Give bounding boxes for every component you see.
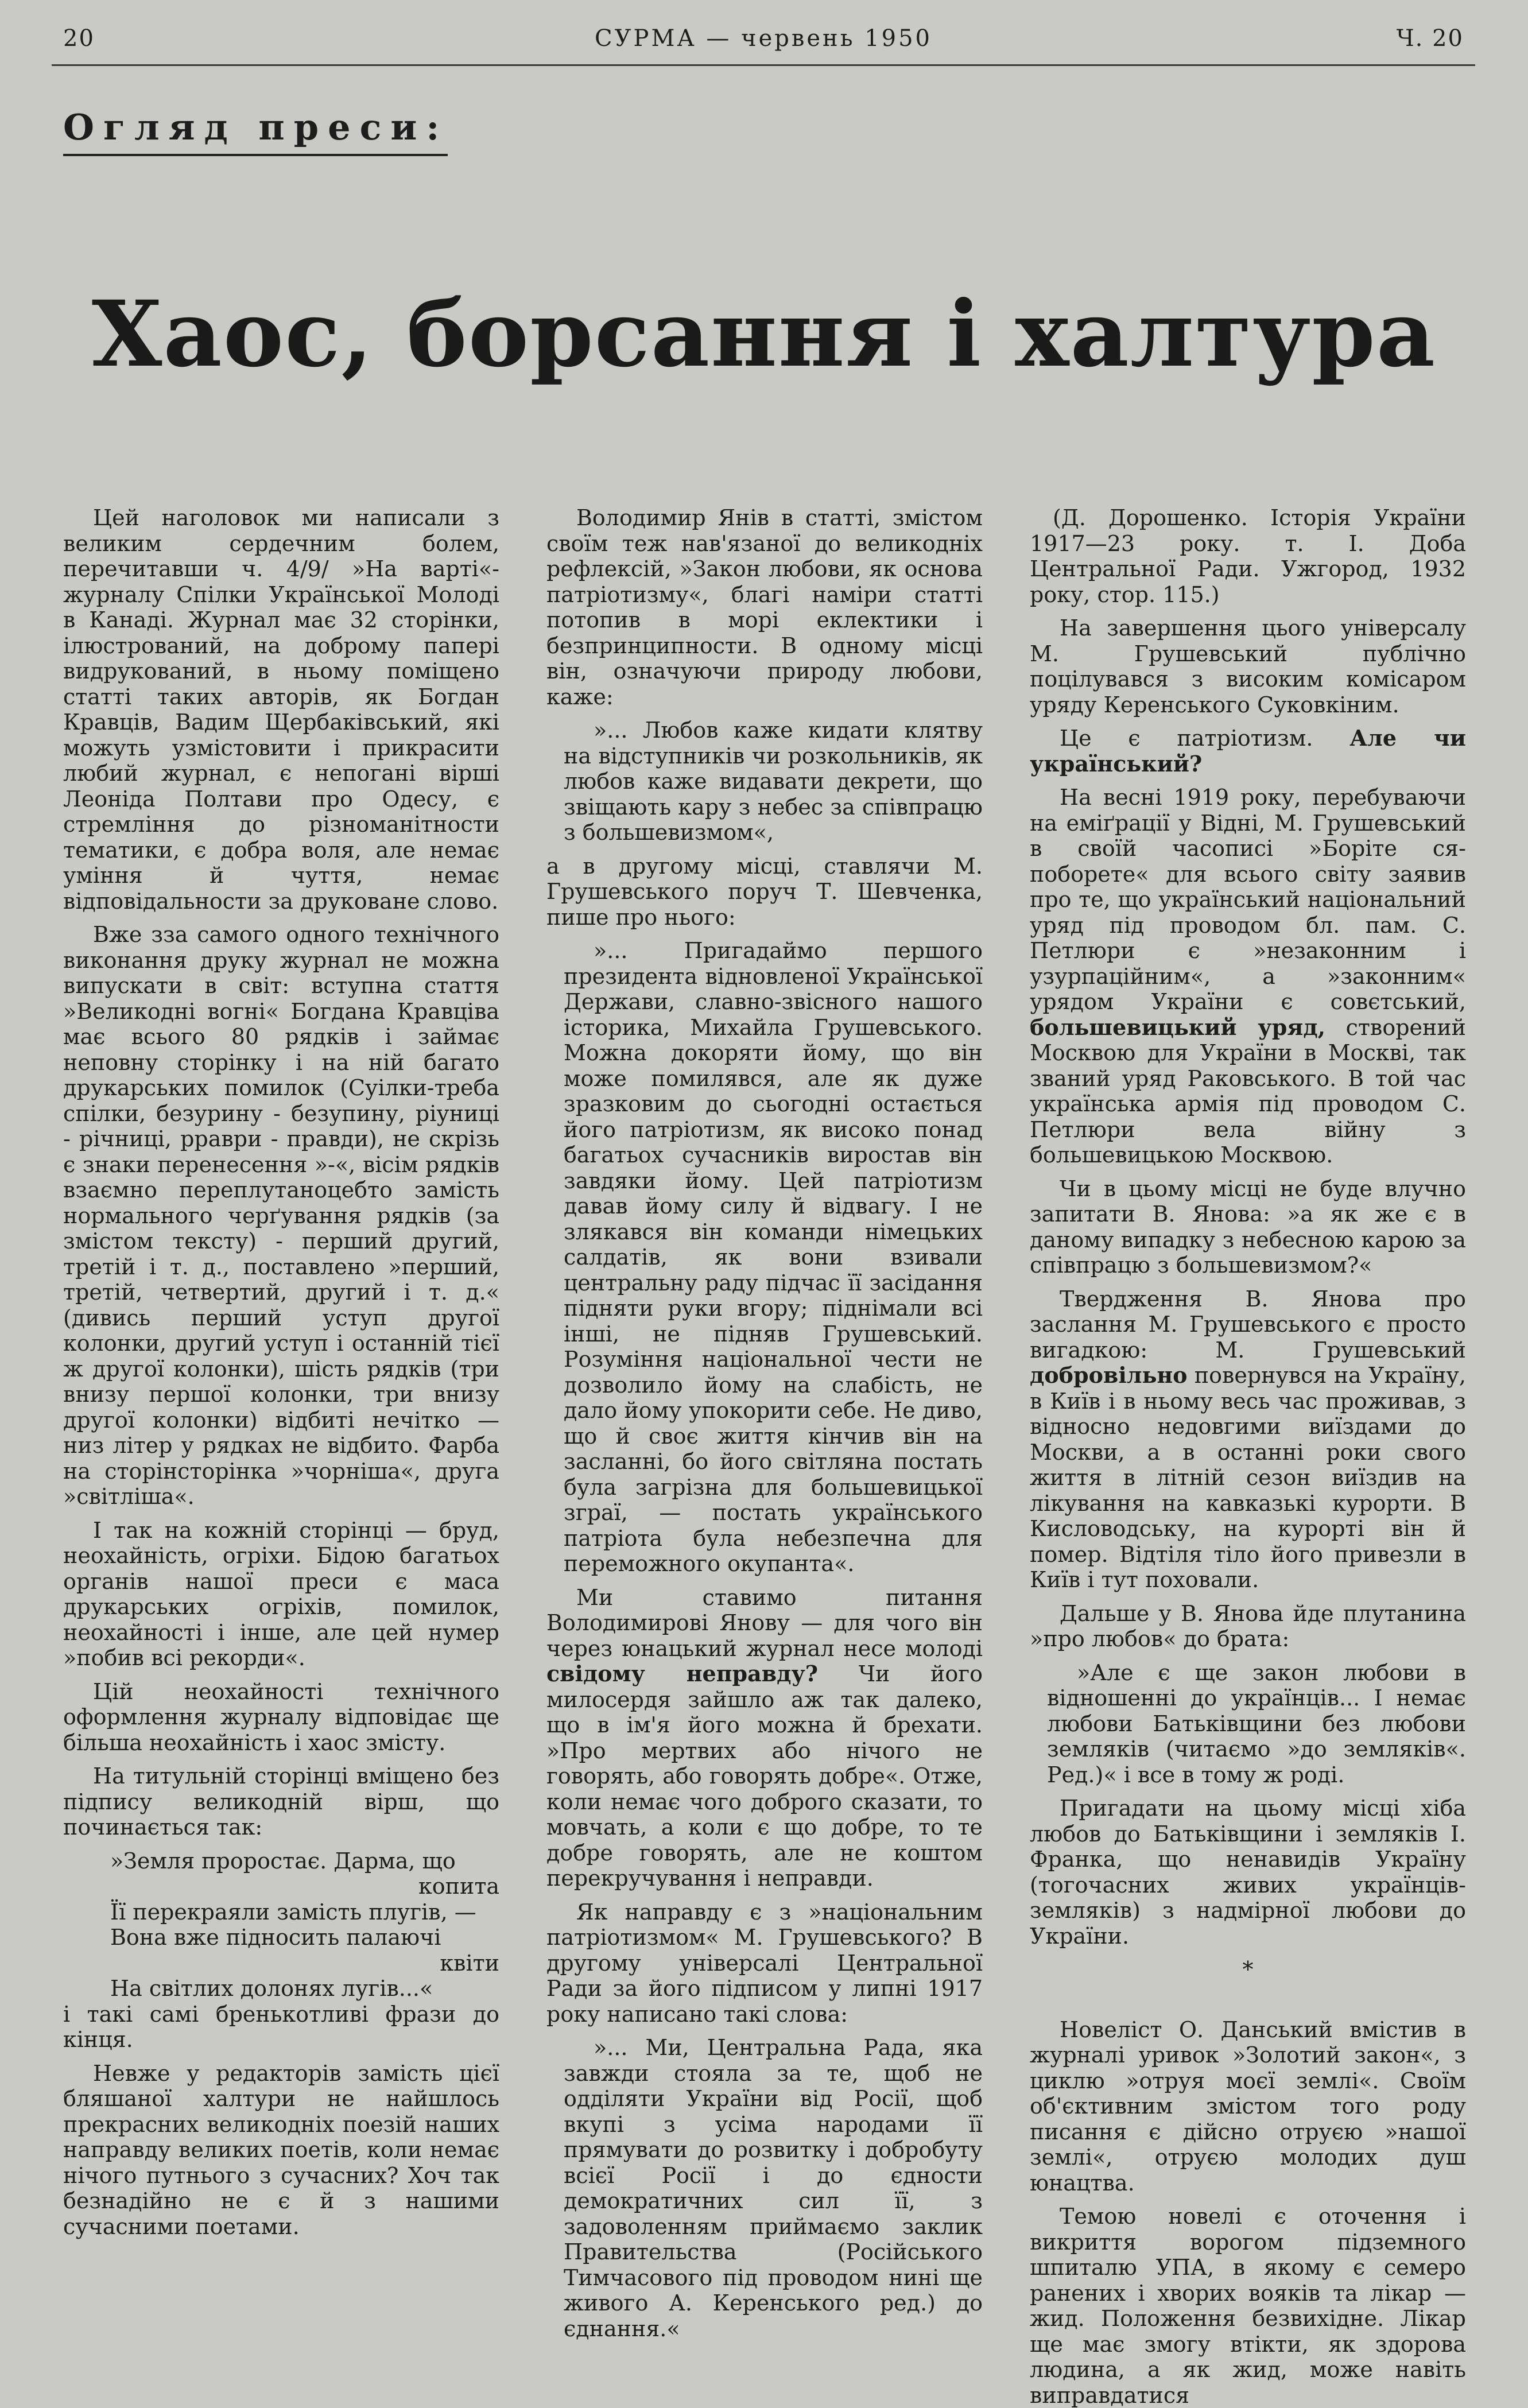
paragraph-text: повернувся на Україну, в Київ і в ньому весь час проживав, з відносно недовгими виїздами до Москви, а в останні роки свого життя в літній сезон виїздив на лікування на кавказькі курорти. В Кисловодську, на курорті він й помер. Відтіля тіло його привезли в Київ і тут поховали. [1030, 1363, 1466, 1592]
paragraph: На завершення цього універсалу М. Грушевський публічно поцілувався з високим комісаром уряду Керенського Суковкіним. [1030, 615, 1466, 718]
paragraph: І так на кожній сторінці — бруд, неохайність, огріхи. Бідою багатьох органів нашої преси є маса друкарських огріхів, помилок, неохайності і інше, але цей нумер »побив всі рекорди«. [63, 1517, 499, 1670]
bold-phrase: свідому неправду? [546, 1661, 819, 1686]
poem-line: копита [418, 1874, 499, 1899]
column-3 [1030, 505, 1466, 2408]
bold-phrase: большевицький уряд, [1030, 1014, 1325, 1040]
quote: »... Пригадаймо першого президента відновленої Української Держави, славно-звісного нашого історика, Михайла Грушевського. Можна докоряти йому, що він може помилявся, але як дуже зразковим до сьогодні остається його патріотизм, як високо понад багатьох сучасників виростав він завдяки йому. Цей патріотизм давав йому силу й відвагу. І не злякався він команди німецьких салдатів, як вони взивали центральну раду підчас її засідання підняти руки вгору; піднімали всі інші, не підняв Грушевський. Розуміння національної чести не дозволило йому на слабість, не дало йому упокорити себе. Не диво, що й своє життя кінчив він на засланні, бо його світляна постать була загрізна для большевицької зграї, — постать українського патріота була небезпечна для переможного окупанта«. [564, 938, 983, 1576]
bold-phrase: добровільно [1030, 1362, 1188, 1388]
paragraph: Пригадати на цьому місці хіба любов до Батьківщини і земляків І. Франка, що ненавидів Україну (тогочасних живих українців-земляків) з надмірної любови до України. [1030, 1796, 1466, 1949]
separator-asterisk: * [1242, 1957, 1254, 1982]
paragraph-text: Чи його милосердя зайшло аж так далеко, що в ім'я його можна й брехати. »Про мертвих або нічого не говорять, або говорять добре«. Отже, коли немає чого доброго сказати, то мовчать, а коли є що добре, то те добре говорять, але не коштом перекручування і неправди. [546, 1661, 983, 1891]
paragraph-text: Твердження В. Янова про заслання М. Грушевського є просто вигадкою: М. Грушевський [1030, 1286, 1466, 1363]
paragraph: а в другому місці, ставлячи М. Грушевського поруч Т. Шевченка, пише про нього: [546, 853, 983, 930]
poem-line: Її перекраяли замість плугів, — [110, 1899, 476, 1925]
paragraph: Вже зза самого одного технічного виконання друку журнал не можна випускати в світ: вступна стаття »Великодні вогні« Богдана Кравціва має всього 80 рядків і займає неповну сторінку і на ній багато друкарських помилок (Суілки-треба спілки, безурину - безупину, ріуниці - річниці, рраври - правди), не скрізь є знаки перенесення »-«, вісім рядків взаємно переплутаноцебто замість нормального черґування рядків (за змістом тексту) - перший другий, третій і т. д., поставлено »перший, третій, четвертий, другий і т. д.« (дивись перший уступ другої колонки, другий уступ і останній тієї ж другої колонки), шість рядків (три внизу першої колонки, три внизу другої колонки) відбиті нечітко — низ літер у рядках не відбито. Фарба на сторінсторінка »чорніша«, друга »світліша«. [63, 922, 499, 1509]
poem-line: Вона вже підносить палаючі [110, 1925, 441, 1950]
paragraph: На титульній сторінці вміщено без підпису великодній вірш, що починається так: [63, 1763, 499, 1840]
page-header [63, 25, 1464, 60]
section-underline [63, 154, 448, 156]
column-2 [546, 505, 983, 2341]
paragraph-text: створений Москвою для України в Москві, так званий уряд Раковського. В той час українська армія під проводом С. Петлюри вела війну з большевицькою Москвою. [1030, 1014, 1466, 1168]
paragraph [546, 1585, 983, 1891]
poem-line: »Земля проростає. Дарма, що [110, 1848, 456, 1874]
section-label: Огляд преси: [63, 106, 449, 148]
source-citation: (Д. Дорошенко. Історія України 1917—23 року. т. І. Доба Центральної Ради. Ужгород, 1932 року, стор. 115.) [1030, 505, 1466, 607]
bold-phrase: Але чи український? [1030, 725, 1466, 777]
paragraph: Цей наголовок ми написали з великим сердечним болем, перечитавши ч. 4/9/ »На варті«-журналу Спілки Української Молоді в Канаді. Журнал має 32 сторінки, ілюстрований, на доброму папері видрукований, в ньому поміщено статті таких авторів, як Богдан Кравців, Вадим Щербаківський, які можуть узмістовити і прикрасити любий журнал, є непогані вірші Леоніда Полтави про Одесу, є стремління до різноманітности тематики, є добра воля, але немає уміння й чуття, немає відповідальности за друковане слово. [63, 505, 499, 914]
paragraph [1030, 726, 1466, 777]
masthead: СУРМА — червень 1950 [595, 25, 932, 52]
paragraph: Володимир Янів в статті, змістом своїм теж нав'язаної до великодніх рефлексій, »Закон любови, як основа патріотизму«, благі наміри статті потопив в морі еклектики і безпринципности. В одному місці він, означуючи природу любови, каже: [546, 505, 983, 709]
quote: »... Ми, Центральна Рада, яка завжди стояла за те, щоб не одділяти України від Росії, щоб вкупі з усіма народами її прямувати до розвитку і добробуту всієї Росії і до єдности демократичних сил її, з задоволенням приймаємо заклик Правительства (Російського Тимчасового під проводом нині ще живого А. Керенського ред.) до єднання.« [564, 2035, 983, 2341]
paragraph: Невже у редакторів замість цієї бляшаної халтури не найшлось прекрасних великодніх поезій наших направду великих поетів, коли немає нічого путнього з сучасних? Хоч так безнадійно не є й з нашими сучасними поетами. [63, 2060, 499, 2239]
paragraph-text: На весні 1919 року, перебуваючи на еміґрації у Відні, М. Грушевський в своїй часописі »Боріте ся-поборете« для всього світу заявив про те, що український національний уряд під проводом бл. пам. С. Петлюри є »незаконним і узурпаційним«, а »законним« урядом України є совєтський, [1030, 785, 1466, 1014]
paragraph-text: Ми ставимо питання Володимирові Янову — для чого він через юнацький журнал несе молоді [546, 1584, 983, 1661]
issue-number: Ч. 20 [1396, 25, 1464, 52]
quote: »Але є ще закон любови в відношенні до українців... І немає любови Батьківщини без любови земляків (читаємо »до земляків«. Ред.)« і все в тому ж роді. [1047, 1659, 1466, 1787]
poem-line: квіти [440, 1950, 499, 1976]
header-rule [52, 64, 1475, 66]
paragraph: Чи в цьому місці не буде влучно запитати В. Янова: »а як же є в даному випадку з небесною карою за співпрацю з большевизмом?« [1030, 1176, 1466, 1278]
paragraph [1030, 785, 1466, 1168]
page-number: 20 [63, 25, 95, 52]
column-1 [63, 505, 499, 2273]
paragraph: Цій неохайності технічного оформлення журналу відповідає ще більша неохайність і хаос змісту. [63, 1678, 499, 1755]
paragraph: і такі самі бренькотливі фрази до кінця. [63, 2001, 499, 2052]
quote: »... Любов каже кидати клятву на відступників чи розкольників, як любов каже видавати декрети, що звіщають кару з небес за співпрацю з большевизмом«, [564, 718, 983, 845]
paragraph-text: Це є патріотизм. [1060, 726, 1313, 751]
paragraph: Новеліст О. Данський вмістив в журналі уривок »Золотий закон«, з циклю »отруя моєї землі«. Своїм об'єктивним змістом того роду писання є дійсно отруєю »нашої землі«, отруєю молодих душ юнацтва. [1030, 2017, 1466, 2196]
poem-line: На світлих долонях лугів...« [110, 1976, 433, 2001]
article-title: Хаос, борсання і халтура [91, 281, 1437, 387]
paragraph: Темою новелі є оточення і викриття ворогом підземного шпиталю УПА, в якому є семеро ранених і хворих вояків та лікар — жид. Положення безвихідне. Лікар ще має змогу втікти, як здорова людина, а як жид, може навіть виправдатися [1030, 2204, 1466, 2408]
paragraph: Як направду є з »національним патріотизмом« М. Грушевського? В другому універсалі Центральної Ради за його підписом у липні 1917 року написано такі слова: [546, 1899, 983, 2027]
paragraph: Дальше у В. Янова йде плутанина »про любов« до брата: [1030, 1600, 1466, 1651]
paragraph [1030, 1286, 1466, 1593]
